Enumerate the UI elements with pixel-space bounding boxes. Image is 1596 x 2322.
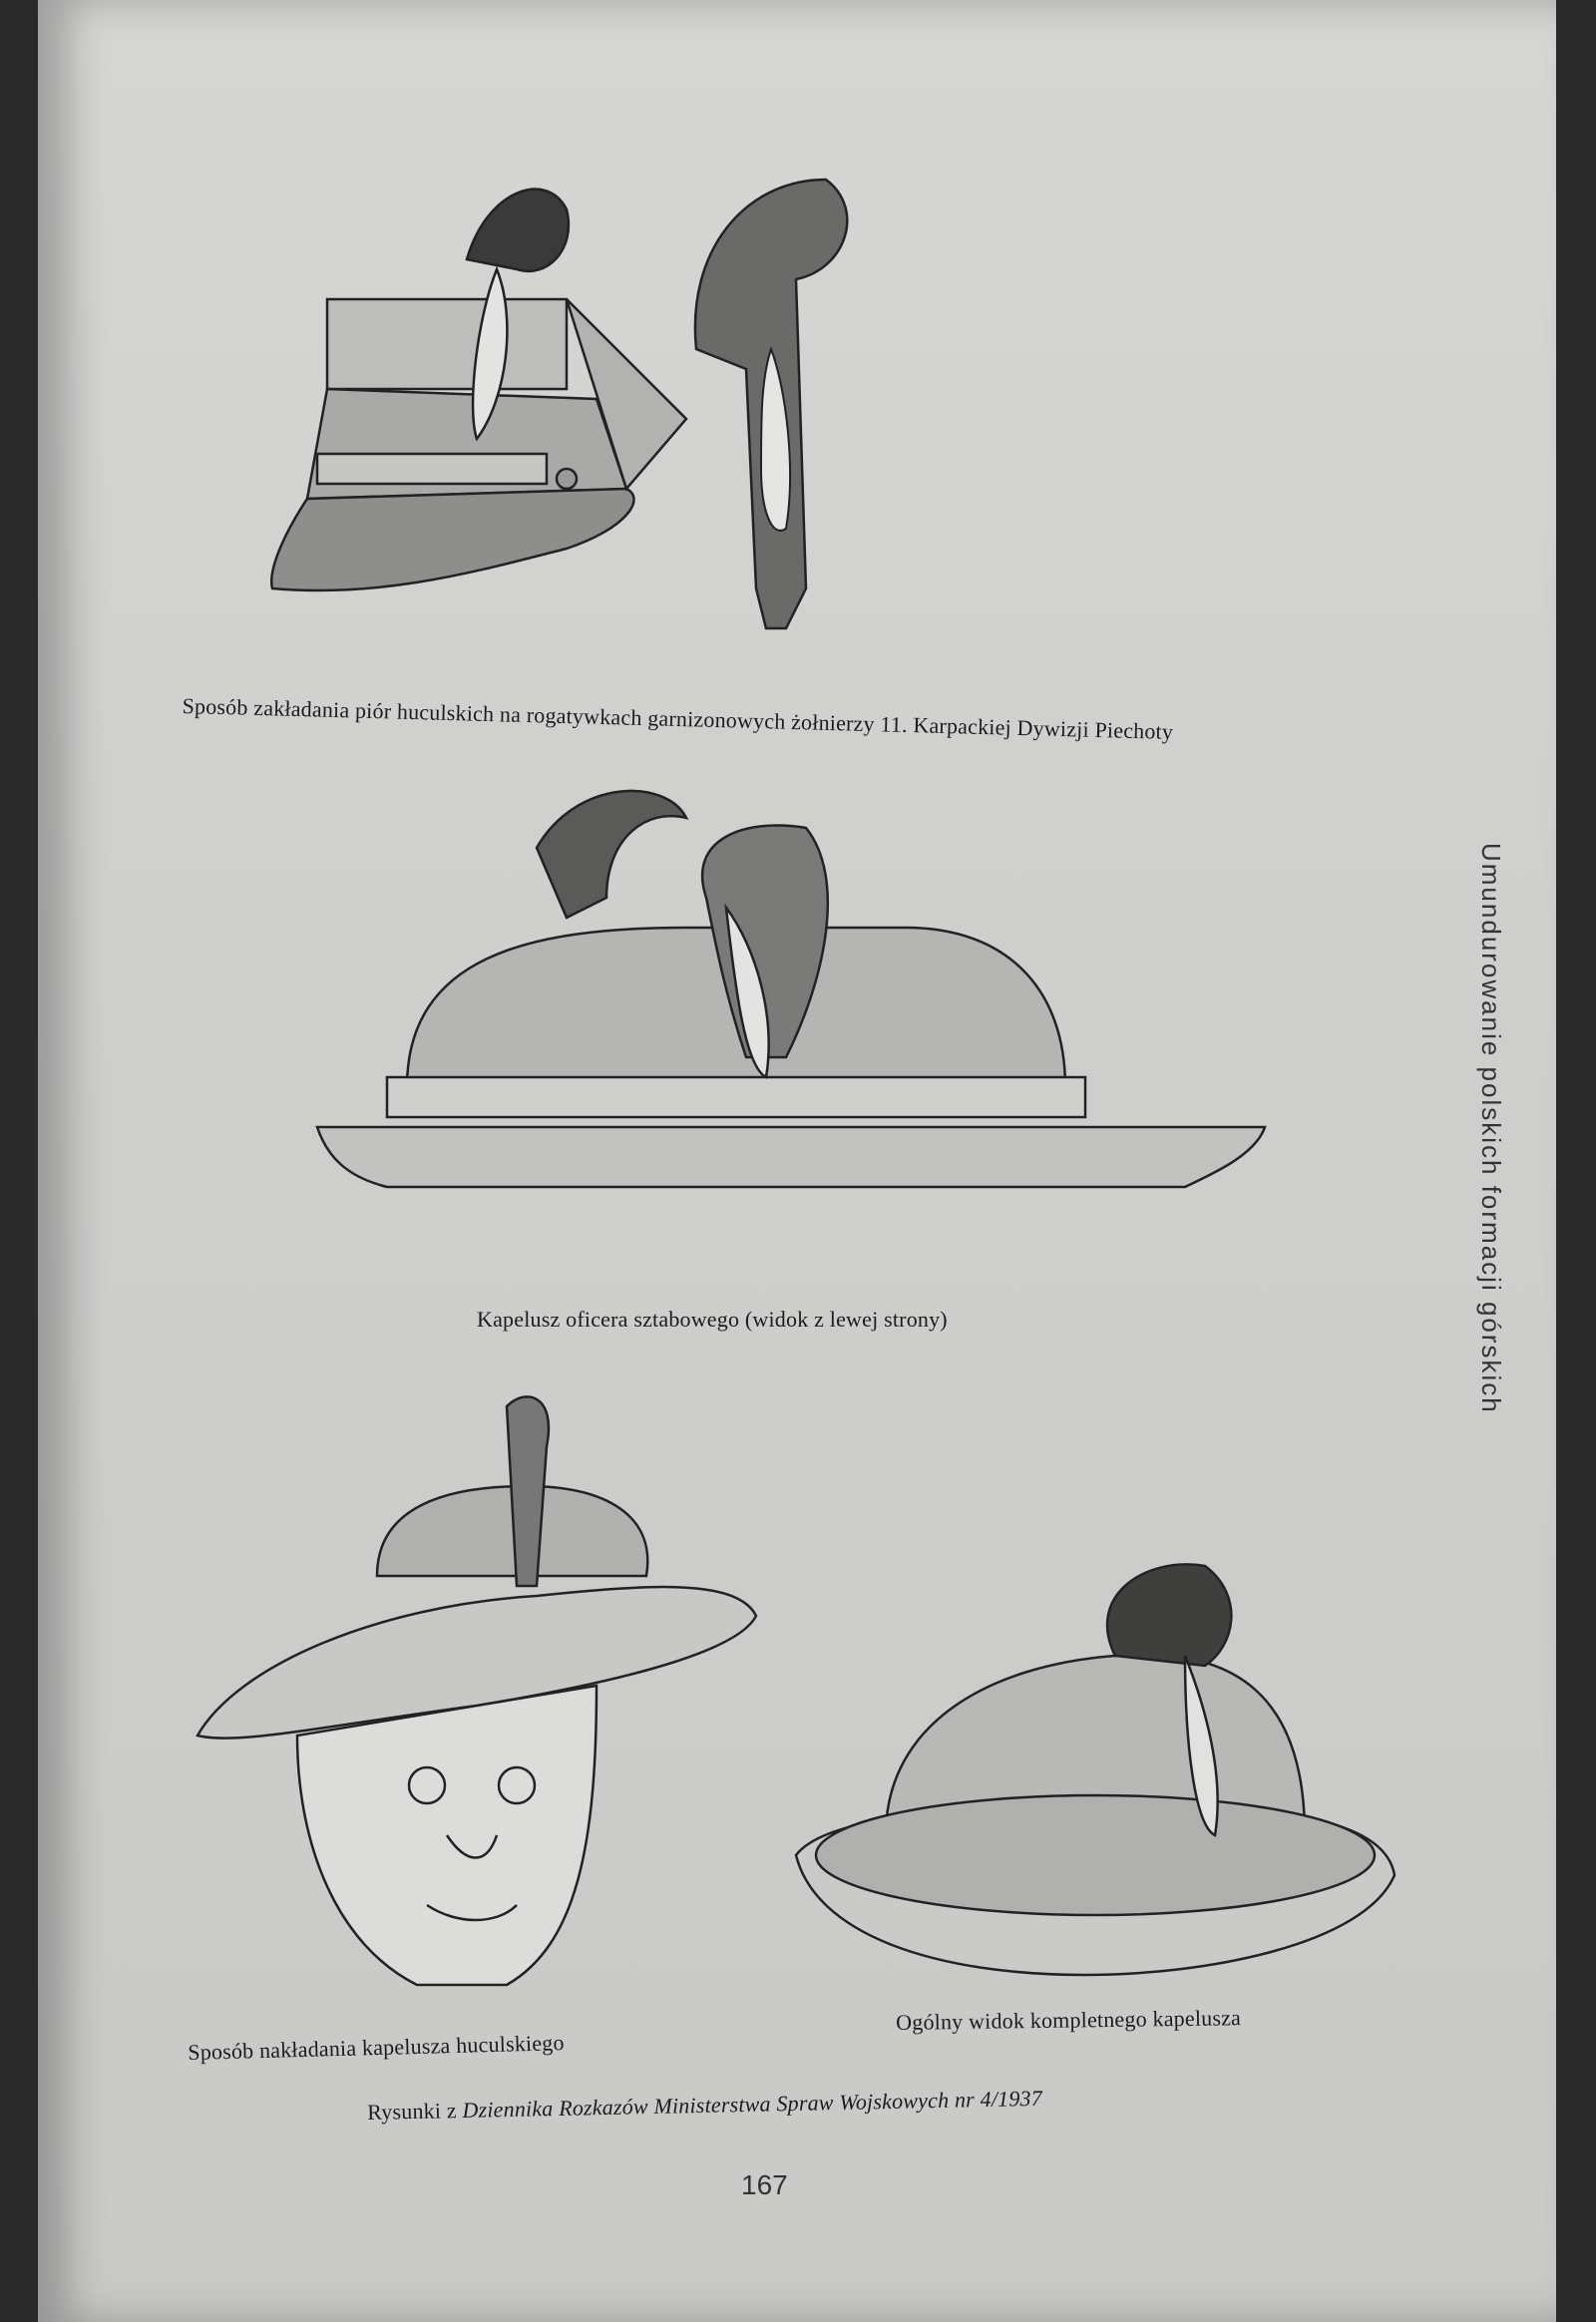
- caption-officer-hat: Kapelusz oficera sztabowego (widok z lewej strony): [477, 1307, 948, 1332]
- credit-prefix: Rysunki z: [367, 2098, 463, 2125]
- running-side-title: Umundurowanie polskich formacji górskich: [1476, 843, 1506, 1414]
- credit-source: Dziennika Rozkazów Ministerstwa Spraw Wojskowych nr 4/1937: [462, 2085, 1043, 2123]
- caption-hat-on-head: Sposób nakładania kapelusza huculskiego: [188, 2030, 565, 2065]
- caption-rogatywka: Sposób zakładania piór huculskich na rogatywkach garnizonowych żołnierzy 11. Karpackiej Dywizji Piechoty: [182, 693, 1174, 745]
- hat-on-head-illustration: [178, 1386, 776, 2005]
- book-page: [38, 0, 1556, 2322]
- page-number: 167: [741, 2169, 788, 2200]
- credit-line: [367, 2086, 1042, 2126]
- complete-hat-illustration: [786, 1556, 1404, 1995]
- caption-complete-hat: Ogólny widok kompletnego kapelusza: [896, 2005, 1242, 2035]
- officer-hat-illustration: [307, 778, 1285, 1277]
- rogatywka-illustration: [267, 170, 906, 648]
